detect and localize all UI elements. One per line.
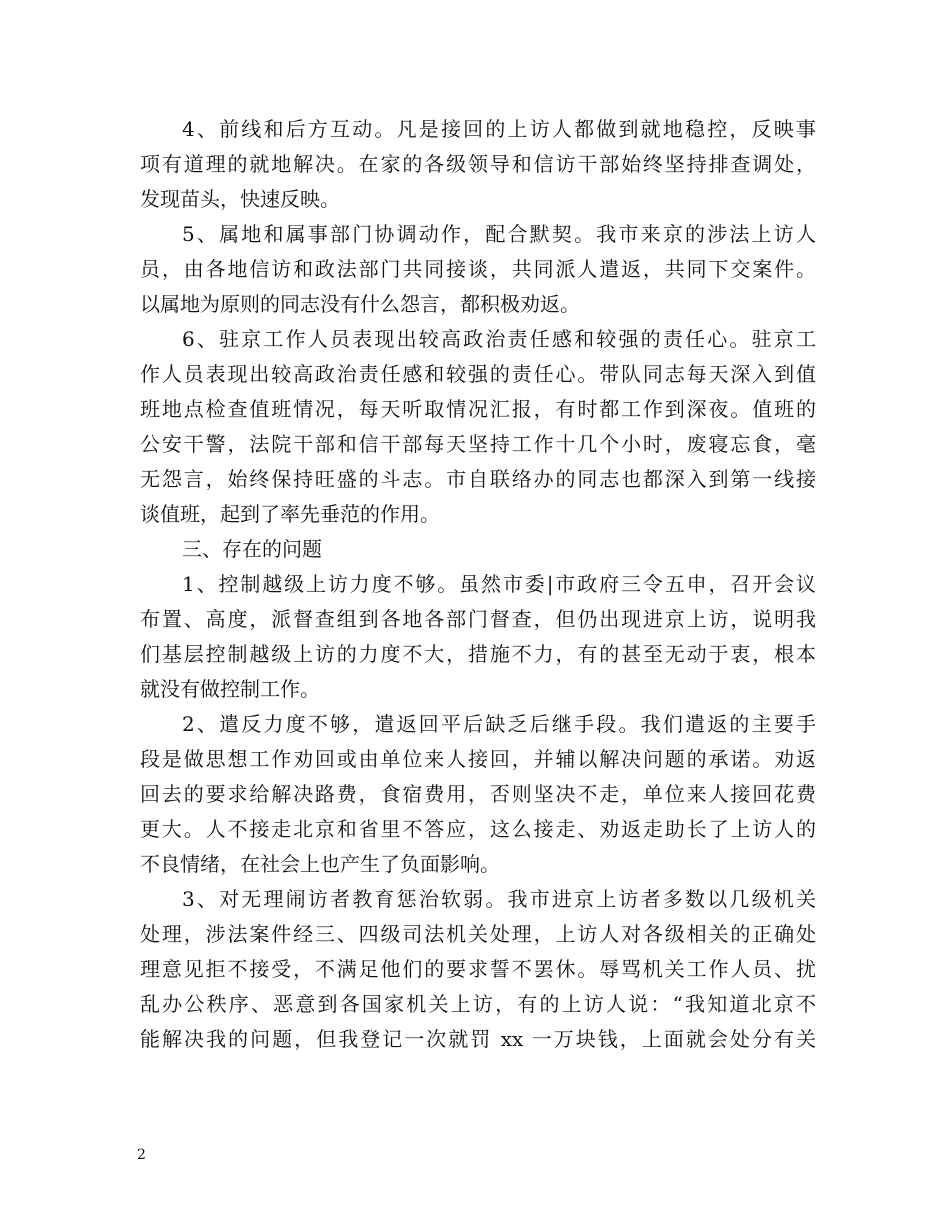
text-line: 作人员表现出较高政治责任感和较强的责任心。带队同志每天深入到值 — [140, 362, 816, 386]
text-line: 回去的要求给解决路费，食宿费用，否则坚决不走，单位来人接回花费 — [140, 782, 816, 806]
paragraph — [140, 322, 816, 532]
text-line: 公安干警，法院干部和信干部每天坚持工作十几个小时，废寝忘食，毫 — [140, 432, 816, 456]
text-line: 4、前线和后方互动。凡是接回的上访人都做到就地稳控，反映事 — [182, 117, 816, 141]
text-line: 员，由各地信访和政法部门共同接谈，共同派人遣返，共同下交案件。 — [140, 257, 816, 281]
text-line: 不良情绪，在社会上也产生了负面影响。 — [140, 852, 500, 876]
text-line: 6、驻京工作人员表现出较高政治责任感和较强的责任心。驻京工 — [182, 327, 816, 351]
section-heading-text: 三、存在的问题 — [182, 537, 322, 561]
text-line: 以属地为原则的同志没有什么怨言，都积极劝返。 — [140, 292, 580, 316]
text-line: 班地点检查值班情况，每天听取情况汇报，有时都工作到深夜。值班的 — [140, 397, 816, 421]
text-line: 更大。人不接走北京和省里不答应，这么接走、劝返走助长了上访人的 — [140, 817, 816, 841]
text-line: 布置、高度，派督查组到各地各部门督查，但仍出现进京上访，说明我 — [140, 607, 816, 631]
paragraph — [140, 112, 816, 217]
text-line: 处理，涉法案件经三、四级司法机关处理，上访人对各级相关的正确处 — [140, 922, 816, 946]
text-line: 乱办公秩序、恶意到各国家机关上访，有的上访人说：“我知道北京不 — [140, 992, 816, 1016]
text-line: 们基层控制越级上访的力度不大，措施不力，有的甚至无动于衷，根本 — [140, 642, 816, 666]
section-heading — [140, 532, 816, 567]
text-line: 段是做思想工作劝回或由单位来人接回，并辅以解决问题的承诺。劝返 — [140, 747, 816, 771]
text-line: 理意见拒不接受，不满足他们的要求誓不罢休。辱骂机关工作人员、扰 — [140, 957, 816, 981]
paragraph — [140, 882, 816, 1057]
text-line: 5、属地和属事部门协调动作，配合默契。我市来京的涉法上访人 — [182, 222, 816, 246]
text-line: 能解决我的问题，但我登记一次就罚 xx 一万块钱，上面就会处分有关 — [140, 1027, 816, 1051]
text-line: 3、对无理闹访者教育惩治软弱。我市进京上访者多数以几级机关 — [182, 887, 816, 911]
paragraph — [140, 217, 816, 322]
text-line: 发现苗头，快速反映。 — [140, 187, 340, 211]
text-line: 项有道理的就地解决。在家的各级领导和信访干部始终坚持排查调处， — [140, 152, 816, 176]
text-line: 无怨言，始终保持旺盛的斗志。市自联络办的同志也都深入到第一线接 — [140, 467, 816, 491]
text-line: 就没有做控制工作。 — [140, 677, 320, 701]
page-number: 2 — [137, 1147, 146, 1163]
text-line: 谈值班，起到了率先垂范的作用。 — [140, 502, 440, 526]
text-line: 2、遣反力度不够，遣返回平后缺乏后继手段。我们遣返的主要手 — [182, 712, 816, 736]
paragraph — [140, 567, 816, 707]
text-line: 1、控制越级上访力度不够。虽然市委|市政府三令五申，召开会议 — [182, 572, 816, 596]
paragraph — [140, 707, 816, 882]
document-body — [140, 112, 816, 1057]
